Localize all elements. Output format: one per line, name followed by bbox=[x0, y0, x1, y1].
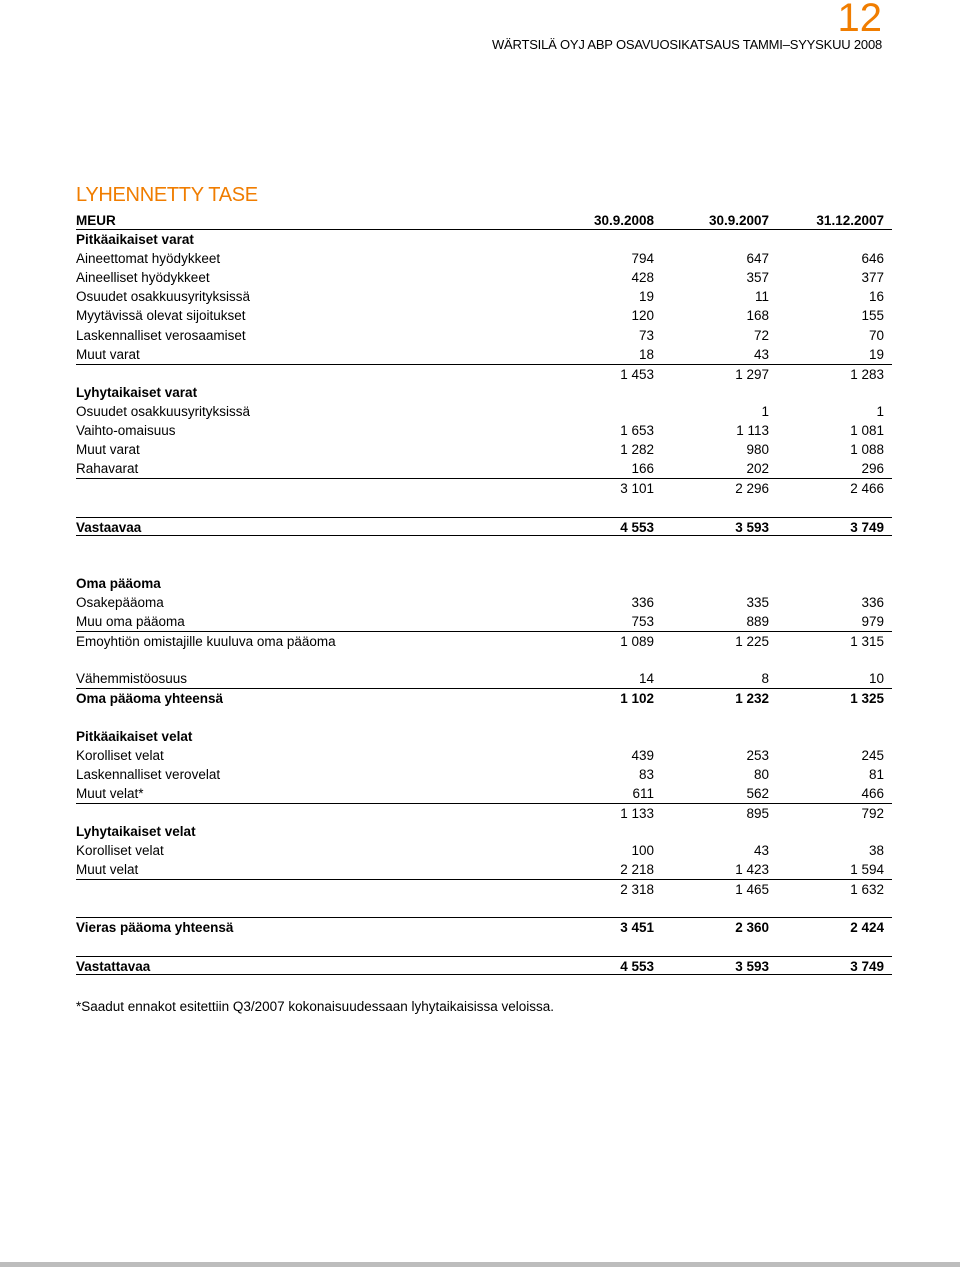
row-value-col-2: 1 465 bbox=[735, 882, 769, 898]
table-row bbox=[76, 440, 892, 459]
row-label: Muu oma pääoma bbox=[76, 613, 185, 629]
row-value-col-2: 1 423 bbox=[735, 862, 769, 878]
row-label: Vieras pääoma yhteensä bbox=[76, 920, 234, 936]
table-header-row bbox=[76, 211, 892, 230]
table-row bbox=[76, 459, 892, 478]
row-value-col-1: 19 bbox=[638, 289, 654, 305]
row-value-col-1: 1 282 bbox=[620, 442, 654, 458]
row-label: Korolliset velat bbox=[76, 843, 164, 859]
table-row bbox=[76, 669, 892, 688]
row-value-col-2: 1 297 bbox=[735, 366, 769, 382]
row-label: Vähemmistöosuus bbox=[76, 671, 188, 687]
row-value-col-3: 792 bbox=[861, 805, 884, 821]
footnote: *Saadut ennakot esitettiin Q3/2007 kokonaisuudessaan lyhytaikaisissa veloissa. bbox=[76, 999, 555, 1014]
table-row bbox=[76, 593, 892, 612]
row-value-col-2: 980 bbox=[746, 442, 769, 458]
row-label: Vastattavaa bbox=[76, 958, 151, 974]
row-value-col-2: 895 bbox=[746, 805, 769, 821]
row-spacer bbox=[76, 536, 892, 555]
column-header-30-9-2008: 30.9.2008 bbox=[593, 213, 654, 228]
table-row bbox=[76, 287, 892, 306]
row-label: Oma pääoma yhteensä bbox=[76, 691, 224, 707]
row-value-col-2: 11 bbox=[754, 289, 769, 305]
row-value-col-3: 2 424 bbox=[850, 920, 884, 936]
row-label: Pitkäaikaiset varat bbox=[76, 232, 194, 248]
page-number: 12 bbox=[837, 0, 882, 40]
row-label: Osuudet osakkuusyrityksissä bbox=[76, 403, 251, 419]
row-value-col-2: 253 bbox=[746, 747, 769, 763]
row-value-col-1: 120 bbox=[631, 308, 654, 324]
row-label: Osakepääoma bbox=[76, 594, 164, 610]
row-value-col-3: 3 749 bbox=[850, 958, 884, 974]
row-value-col-2: 72 bbox=[753, 327, 769, 343]
row-value-col-2: 335 bbox=[746, 594, 769, 610]
row-value-col-3: 1 325 bbox=[850, 691, 884, 707]
row-value-col-2: 357 bbox=[746, 270, 769, 286]
table-subtotal-row bbox=[76, 879, 892, 898]
report-header: WÄRTSILÄ OYJ ABP OSAVUOSIKATSAUS TAMMI–SYYSKUU 2008 bbox=[491, 37, 882, 52]
row-value-col-2: 3 593 bbox=[735, 958, 769, 974]
row-value-col-3: 1 315 bbox=[850, 634, 884, 650]
row-label: Rahavarat bbox=[76, 461, 139, 477]
row-value-col-1: 753 bbox=[631, 613, 654, 629]
row-value-col-3: 1 632 bbox=[850, 882, 884, 898]
row-label: Laskennalliset verosaamiset bbox=[76, 327, 246, 343]
row-value-col-2: 3 593 bbox=[735, 519, 769, 535]
row-value-col-3: 336 bbox=[861, 594, 884, 610]
row-value-col-3: 38 bbox=[868, 843, 884, 859]
row-label: Oma pääoma bbox=[76, 575, 161, 591]
row-spacer bbox=[76, 707, 892, 726]
row-spacer bbox=[76, 937, 892, 956]
row-value-col-1: 4 553 bbox=[620, 519, 654, 535]
row-value-col-1: 1 453 bbox=[620, 366, 654, 382]
row-value-col-1: 1 653 bbox=[620, 423, 654, 439]
row-label: Emoyhtiön omistajille kuuluva oma pääoma bbox=[76, 634, 336, 650]
row-label: Korolliset velat bbox=[76, 747, 164, 763]
row-label: Lyhytaikaiset velat bbox=[76, 824, 196, 839]
row-value-col-2: 562 bbox=[746, 785, 769, 801]
table-row bbox=[76, 841, 892, 860]
table-row bbox=[76, 268, 892, 287]
table-subtotal-row bbox=[76, 364, 892, 383]
row-label: Myytävissä olevat sijoitukset bbox=[76, 308, 246, 324]
row-value-col-1: 14 bbox=[638, 671, 654, 687]
row-value-col-2: 80 bbox=[753, 766, 769, 782]
row-label: Vaihto-omaisuus bbox=[76, 423, 176, 439]
row-label: Laskennalliset verovelat bbox=[76, 766, 221, 782]
row-value-col-3: 16 bbox=[868, 289, 884, 305]
row-value-col-1: 439 bbox=[631, 747, 654, 763]
row-value-col-3: 979 bbox=[861, 613, 884, 629]
row-label: Aineettomat hyödykkeet bbox=[76, 251, 221, 267]
table-row bbox=[76, 326, 892, 345]
row-value-col-1: 3 101 bbox=[620, 481, 654, 497]
table-grand-total-row bbox=[76, 517, 892, 536]
table-row bbox=[76, 402, 892, 421]
row-value-col-2: 8 bbox=[761, 671, 769, 687]
row-value-col-2: 168 bbox=[746, 308, 769, 324]
table-row bbox=[76, 612, 892, 631]
row-value-col-1: 4 553 bbox=[620, 958, 654, 974]
table-row bbox=[76, 784, 892, 803]
row-value-col-1: 1 102 bbox=[620, 691, 654, 707]
row-value-col-2: 1 232 bbox=[735, 691, 769, 707]
row-value-col-3: 1 081 bbox=[850, 423, 884, 439]
row-value-col-3: 155 bbox=[861, 308, 884, 324]
row-value-col-1: 3 451 bbox=[620, 920, 654, 936]
row-value-col-2: 43 bbox=[753, 346, 769, 362]
row-value-col-1: 1 089 bbox=[620, 634, 654, 650]
row-value-col-3: 1 283 bbox=[850, 366, 884, 382]
row-value-col-1: 100 bbox=[631, 843, 654, 859]
table-row bbox=[76, 860, 892, 879]
row-spacer bbox=[76, 898, 892, 917]
row-value-col-3: 81 bbox=[868, 766, 884, 782]
row-label: Vastaavaa bbox=[76, 519, 142, 535]
section-title: LYHENNETTY TASE bbox=[76, 184, 258, 206]
balance-sheet-table bbox=[76, 211, 892, 975]
row-label: Muut velat bbox=[76, 862, 139, 878]
table-subtotal-row bbox=[76, 631, 892, 650]
table-section-heading bbox=[76, 727, 892, 746]
table-row bbox=[76, 746, 892, 765]
column-header-meur: MEUR bbox=[76, 213, 116, 228]
column-header-30-9-2007: 30.9.2007 bbox=[708, 213, 769, 228]
row-value-col-3: 10 bbox=[868, 671, 884, 687]
row-spacer bbox=[76, 650, 892, 669]
row-value-col-2: 1 bbox=[761, 403, 769, 419]
row-value-col-3: 19 bbox=[868, 346, 884, 362]
row-label: Muut velat* bbox=[76, 785, 144, 801]
row-value-col-2: 2 360 bbox=[735, 920, 769, 936]
row-value-col-2: 2 296 bbox=[735, 481, 769, 497]
table-row bbox=[76, 345, 892, 364]
row-value-col-2: 1 225 bbox=[735, 634, 769, 650]
row-value-col-1: 83 bbox=[638, 766, 654, 782]
table-grand-total-row bbox=[76, 956, 892, 975]
row-value-col-1: 2 218 bbox=[620, 862, 654, 878]
table-row bbox=[76, 306, 892, 325]
row-value-col-3: 1 bbox=[876, 403, 884, 419]
table-row bbox=[76, 249, 892, 268]
table-section-heading bbox=[76, 383, 892, 402]
table-total-row bbox=[76, 917, 892, 936]
table-section-heading bbox=[76, 574, 892, 593]
row-value-col-2: 647 bbox=[746, 251, 769, 267]
row-value-col-1: 336 bbox=[631, 594, 654, 610]
row-value-col-3: 646 bbox=[861, 251, 884, 267]
row-value-col-1: 1 133 bbox=[620, 805, 654, 821]
table-section-heading bbox=[76, 822, 892, 841]
table-total-row bbox=[76, 688, 892, 707]
row-value-col-3: 70 bbox=[868, 327, 884, 343]
table-section-heading bbox=[76, 230, 892, 249]
table-row bbox=[76, 765, 892, 784]
row-value-col-3: 1 088 bbox=[850, 442, 884, 458]
row-value-col-1: 428 bbox=[631, 270, 654, 286]
row-value-col-3: 1 594 bbox=[850, 862, 884, 878]
row-value-col-1: 166 bbox=[631, 461, 654, 477]
row-value-col-3: 245 bbox=[861, 747, 884, 763]
row-value-col-1: 2 318 bbox=[620, 882, 654, 898]
row-value-col-3: 2 466 bbox=[850, 481, 884, 497]
row-value-col-3: 377 bbox=[861, 270, 884, 286]
row-value-col-2: 202 bbox=[746, 461, 769, 477]
row-spacer bbox=[76, 497, 892, 516]
row-label: Lyhytaikaiset varat bbox=[76, 384, 198, 400]
row-label: Muut varat bbox=[76, 346, 140, 362]
row-value-col-3: 3 749 bbox=[850, 519, 884, 535]
row-spacer bbox=[76, 555, 892, 574]
footer-bar bbox=[0, 1262, 960, 1267]
table-subtotal-row bbox=[76, 478, 892, 497]
row-value-col-1: 18 bbox=[638, 346, 654, 362]
row-value-col-2: 1 113 bbox=[736, 423, 769, 439]
row-value-col-1: 611 bbox=[632, 785, 654, 801]
row-value-col-1: 73 bbox=[638, 327, 654, 343]
row-value-col-2: 43 bbox=[753, 843, 769, 859]
row-value-col-3: 466 bbox=[861, 785, 884, 801]
row-label: Osuudet osakkuusyrityksissä bbox=[76, 289, 251, 305]
row-value-col-2: 889 bbox=[746, 613, 769, 629]
row-value-col-3: 296 bbox=[861, 461, 884, 477]
row-value-col-1: 794 bbox=[631, 251, 654, 267]
table-subtotal-row bbox=[76, 803, 892, 822]
row-label: Muut varat bbox=[76, 442, 140, 458]
row-label: Aineelliset hyödykkeet bbox=[76, 270, 210, 286]
column-header-31-12-2007: 31.12.2007 bbox=[816, 213, 884, 228]
table-row bbox=[76, 421, 892, 440]
row-label: Pitkäaikaiset velat bbox=[76, 728, 193, 744]
